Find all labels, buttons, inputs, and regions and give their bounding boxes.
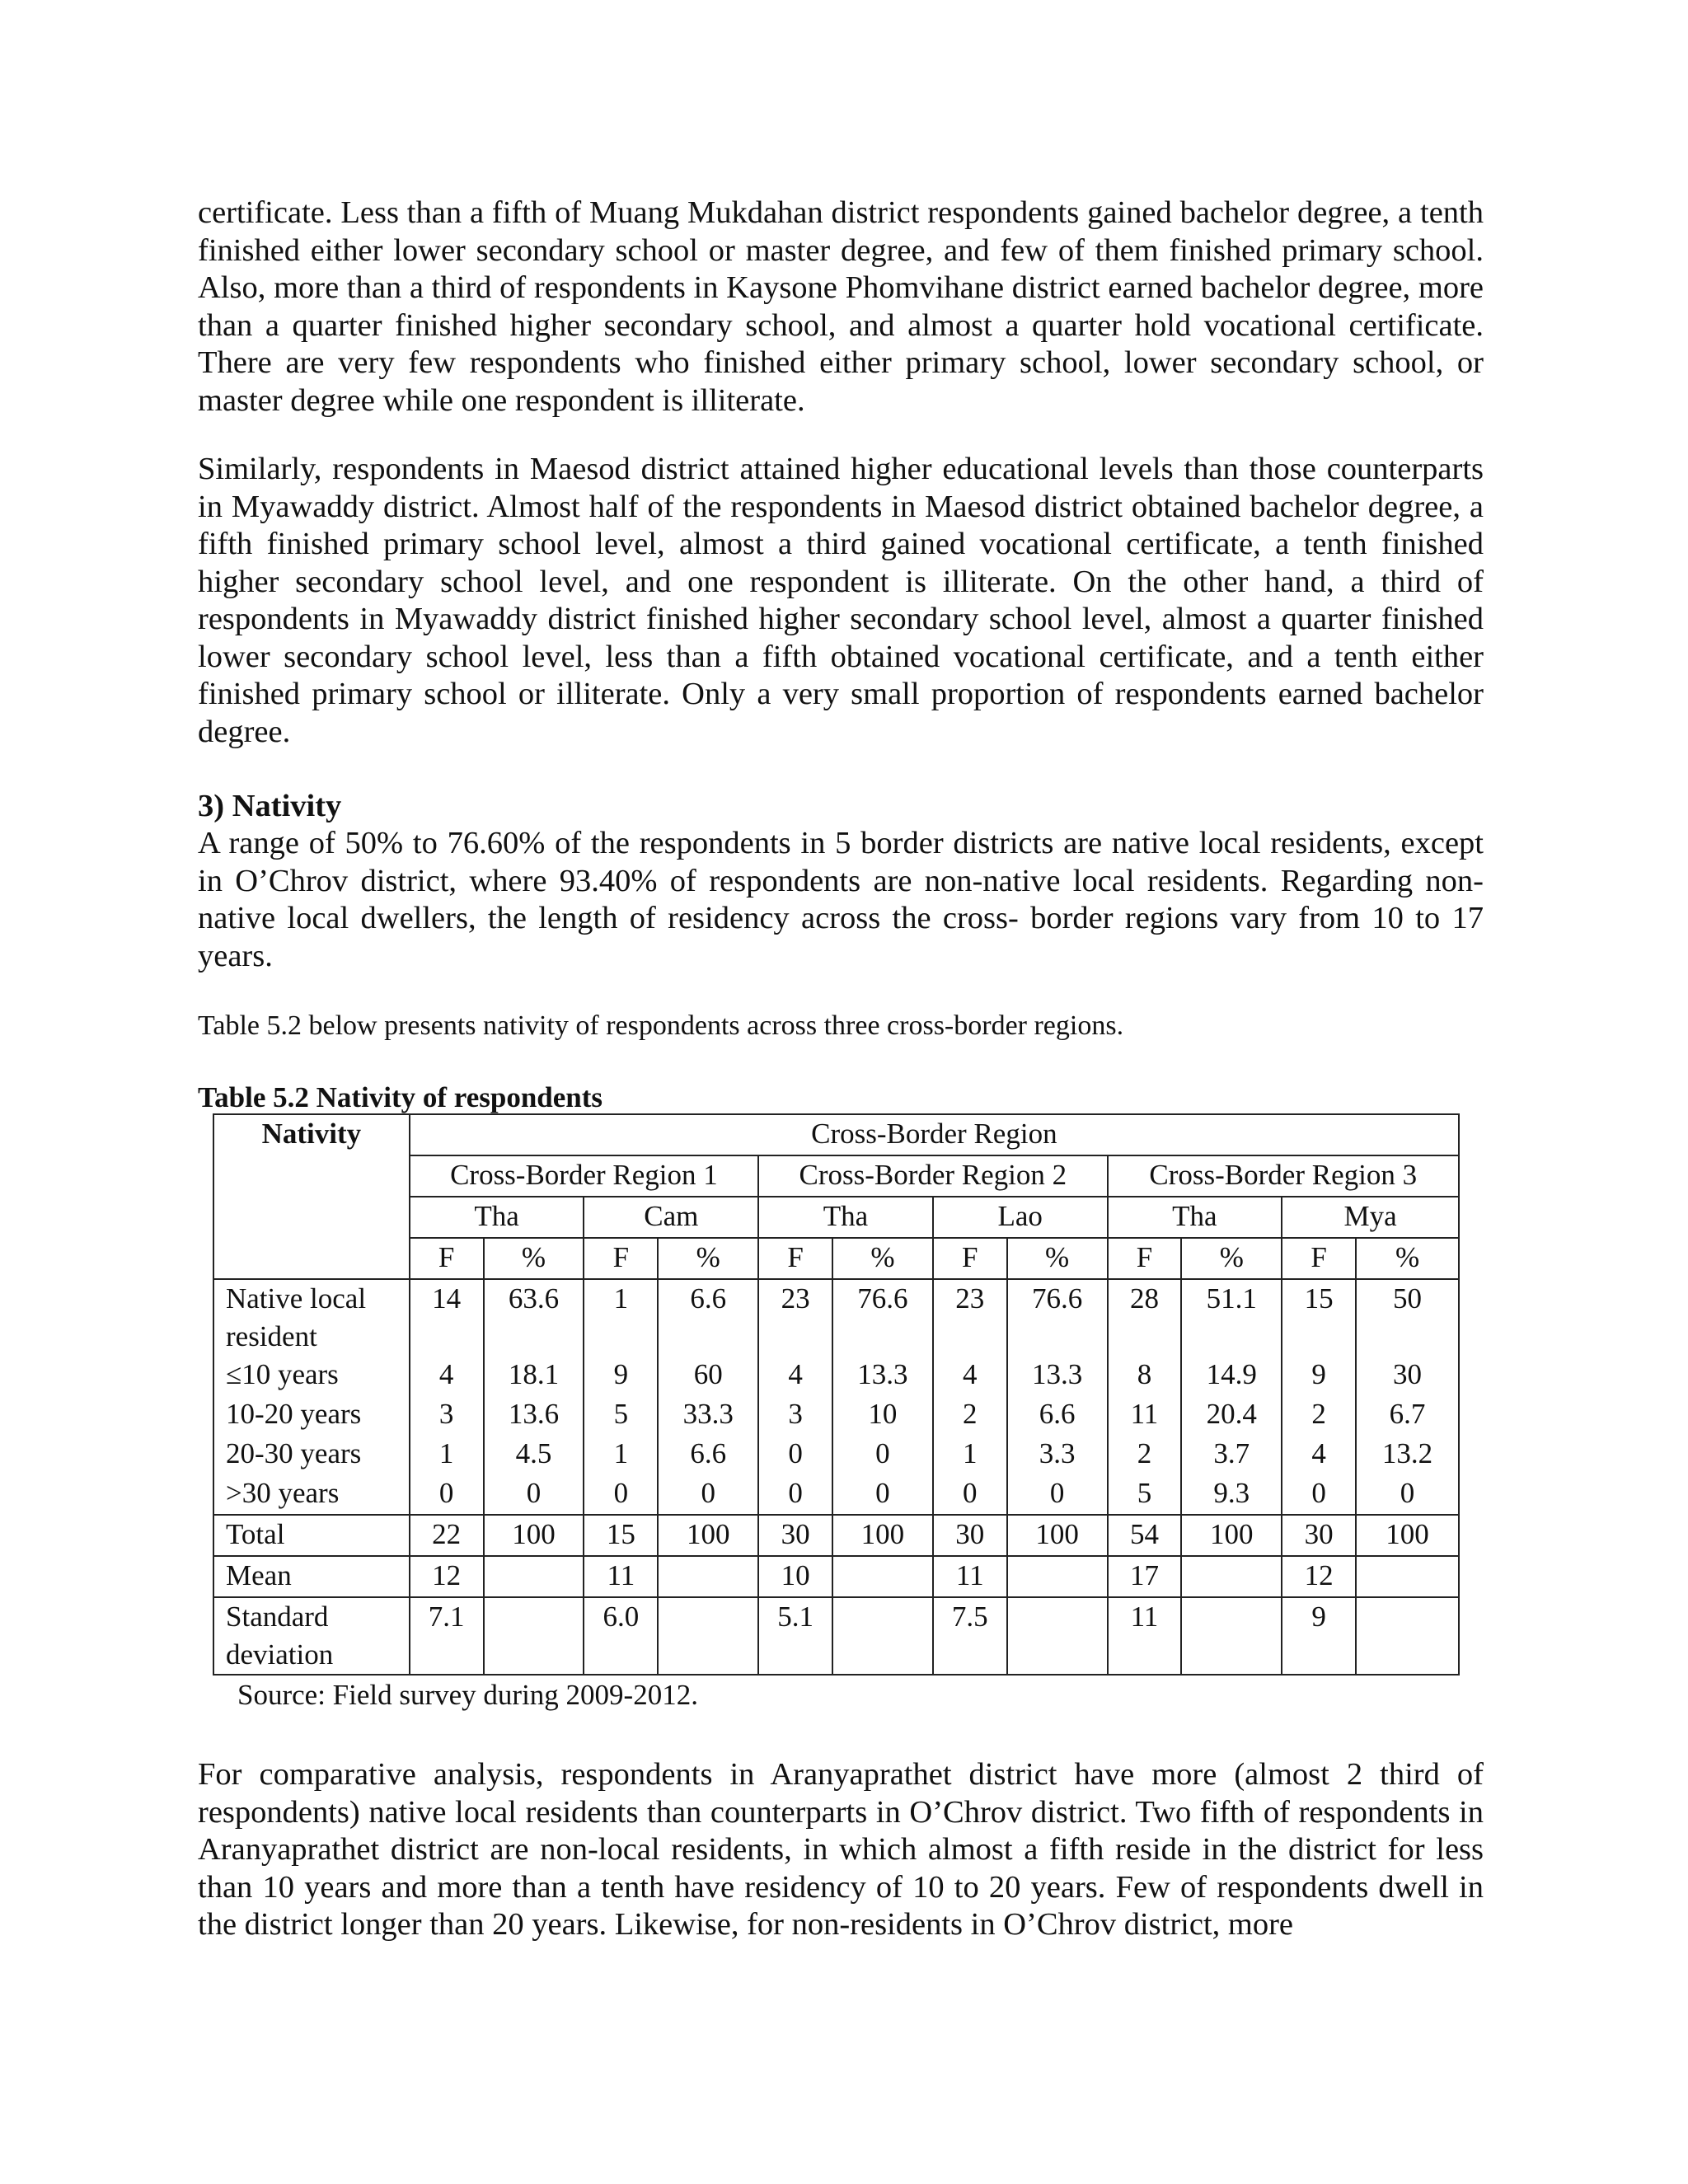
- table-cell: [658, 1556, 758, 1597]
- table-row: [213, 1395, 1459, 1435]
- table-cell: 0: [832, 1435, 933, 1474]
- table-row: [213, 1279, 1459, 1356]
- row-label: Native local resident: [213, 1279, 410, 1356]
- subheader: F: [410, 1238, 484, 1279]
- table-cell: 1: [584, 1435, 658, 1474]
- table-cell: 13.3: [832, 1356, 933, 1395]
- table-cell: 12: [1282, 1556, 1356, 1597]
- table-cell: 6.6: [1007, 1395, 1108, 1435]
- table-cell: 60: [658, 1356, 758, 1395]
- table-cell: [1007, 1597, 1108, 1675]
- country-header: Tha: [410, 1197, 584, 1238]
- region-header: Cross-Border Region 1: [410, 1155, 758, 1197]
- table-cell: 4: [1282, 1435, 1356, 1474]
- row-label: 10-20 years: [213, 1395, 410, 1435]
- country-header: Mya: [1282, 1197, 1459, 1238]
- table-cell: 54: [1108, 1515, 1182, 1556]
- table-corner-header: Nativity: [213, 1114, 410, 1279]
- table-cell: 0: [1356, 1474, 1459, 1515]
- table-cell: 11: [1108, 1395, 1182, 1435]
- table-cell: 30: [1356, 1356, 1459, 1395]
- table-row: [213, 1435, 1459, 1474]
- table-cell: 30: [1282, 1515, 1356, 1556]
- paragraph-education-1: certificate. Less than a fifth of Muang Mukdahan district respondents gained bachelor degree, a tenth finished either lower secondary school or master degree, and few of them finished primary school. Also, more than a third of respondents in Kaysone Phomvihane district earned bachelor degree, more than a quarter finished higher secondary school, and almost a quarter hold vocational certificate. There are very few respondents who finished either primary school, lower secondary school, or master degree while one respondent is illiterate.: [198, 195, 1484, 418]
- country-header: Tha: [1108, 1197, 1282, 1238]
- subheader: %: [832, 1238, 933, 1279]
- table-cell: 9: [1282, 1597, 1356, 1675]
- table-cell: 0: [758, 1474, 832, 1515]
- table-caption: Table 5.2 Nativity of respondents: [198, 1081, 603, 1113]
- table-intro-text: Table 5.2 below presents nativity of respondents across three cross-border regions.: [198, 1010, 1124, 1041]
- subheader: %: [1181, 1238, 1282, 1279]
- table-cell: 51.1: [1181, 1279, 1282, 1356]
- table-cell: 15: [1282, 1279, 1356, 1356]
- subheader: F: [1282, 1238, 1356, 1279]
- table-cell: 20.4: [1181, 1395, 1282, 1435]
- row-label: >30 years: [213, 1474, 410, 1515]
- table-cell: 23: [758, 1279, 832, 1356]
- row-label: ≤10 years: [213, 1356, 410, 1395]
- table-cell: [1356, 1597, 1459, 1675]
- region-header: Cross-Border Region 2: [758, 1155, 1107, 1197]
- table-cell: 18.1: [484, 1356, 584, 1395]
- table-cell: 0: [1007, 1474, 1108, 1515]
- table-cell: 63.6: [484, 1279, 584, 1356]
- table-row: [213, 1597, 1459, 1675]
- table-cell: 6.0: [584, 1597, 658, 1675]
- table-cell: 3.3: [1007, 1435, 1108, 1474]
- table-cell: 100: [484, 1515, 584, 1556]
- table-cell: 6.6: [658, 1279, 758, 1356]
- paragraph-nativity: A range of 50% to 76.60% of the respondents in 5 border districts are native local residents, except in O’Chrov district, where 93.40% of respondents are non-native local residents. Regarding non-native local dwellers, the length of residency across the cross- border regions vary from 10 to 17 years.: [198, 826, 1484, 973]
- table-cell: 14: [410, 1279, 484, 1356]
- table-cell: 76.6: [832, 1279, 933, 1356]
- table-row: [213, 1556, 1459, 1597]
- table-cell: 9: [584, 1356, 658, 1395]
- table-cell: 0: [658, 1474, 758, 1515]
- table-cell: 50: [1356, 1279, 1459, 1356]
- table-cell: 11: [933, 1556, 1007, 1597]
- table-cell: 0: [484, 1474, 584, 1515]
- table-cell: [484, 1556, 584, 1597]
- table-cell: 13.3: [1007, 1356, 1108, 1395]
- table-cell: 33.3: [658, 1395, 758, 1435]
- region-header: Cross-Border Region 3: [1108, 1155, 1459, 1197]
- table-cell: 2: [933, 1395, 1007, 1435]
- table-cell: 5.1: [758, 1597, 832, 1675]
- table-cell: 8: [1108, 1356, 1182, 1395]
- table-cell: 5: [584, 1395, 658, 1435]
- table-cell: 17: [1108, 1556, 1182, 1597]
- table-cell: 28: [1108, 1279, 1182, 1356]
- table-cell: 4.5: [484, 1435, 584, 1474]
- country-header: Lao: [933, 1197, 1108, 1238]
- country-header: Cam: [584, 1197, 758, 1238]
- table-cell: 30: [933, 1515, 1007, 1556]
- table-row: [213, 1515, 1459, 1556]
- section-heading-nativity: 3) Nativity: [198, 789, 342, 823]
- table-cell: 4: [758, 1356, 832, 1395]
- nativity-table: [213, 1113, 1460, 1675]
- table-cell: 12: [410, 1556, 484, 1597]
- document-page: [198, 194, 1484, 1944]
- table-cell: 76.6: [1007, 1279, 1108, 1356]
- table-cell: 22: [410, 1515, 484, 1556]
- table-cell: 2: [1108, 1435, 1182, 1474]
- table-cell: 13.2: [1356, 1435, 1459, 1474]
- table-body: [213, 1279, 1459, 1675]
- row-label: Standard deviation: [213, 1597, 410, 1675]
- table-cell: 1: [410, 1435, 484, 1474]
- table-cell: 0: [584, 1474, 658, 1515]
- table-cell: [832, 1597, 933, 1675]
- table-cell: 7.1: [410, 1597, 484, 1675]
- table-cell: 7.5: [933, 1597, 1007, 1675]
- table-cell: 10: [758, 1556, 832, 1597]
- table-cell: 9.3: [1181, 1474, 1282, 1515]
- paragraph-education-2: Similarly, respondents in Maesod district attained higher educational levels than those counterparts in Myawaddy district. Almost half of the respondents in Maesod district obtained bachelor degree, a fifth finished primary school level, almost a third gained vocational certificate, a tenth finished higher secondary school level, and one respondent is illiterate. On the other hand, a third of respondents in Myawaddy district finished higher secondary school level, almost a quarter finished lower secondary school level, less than a fifth obtained vocational certificate, and a tenth either finished primary school or illiterate. Only a very small proportion of respondents earned bachelor degree.: [198, 452, 1484, 749]
- table-cell: [658, 1597, 758, 1675]
- row-label: Total: [213, 1515, 410, 1556]
- table-cell: 13.6: [484, 1395, 584, 1435]
- subheader: F: [933, 1238, 1007, 1279]
- table-cell: 0: [832, 1474, 933, 1515]
- table-cell: [1181, 1597, 1282, 1675]
- table-cell: 11: [584, 1556, 658, 1597]
- table-cell: [484, 1597, 584, 1675]
- table-cell: 5: [1108, 1474, 1182, 1515]
- table-cell: 9: [1282, 1356, 1356, 1395]
- row-label: Mean: [213, 1556, 410, 1597]
- table-cell: 2: [1282, 1395, 1356, 1435]
- table-cell: 0: [1282, 1474, 1356, 1515]
- table-group-header: Cross-Border Region: [410, 1114, 1459, 1155]
- table-cell: 3: [758, 1395, 832, 1435]
- table-cell: 15: [584, 1515, 658, 1556]
- subheader: F: [758, 1238, 832, 1279]
- table-cell: 100: [658, 1515, 758, 1556]
- table-cell: [832, 1556, 933, 1597]
- table-cell: 4: [933, 1356, 1007, 1395]
- table-cell: 100: [832, 1515, 933, 1556]
- paragraph-comparative-analysis: For comparative analysis, respondents in Aranyaprathet district have more (almost 2 third of respondents) native local residents than counterparts in O’Chrov district. Two fifth of respondents in Aranyaprathet district are non-local residents, in which almost a fifth reside in the district for less than 10 years and more than a tenth have residency of 10 to 20 years. Few of respondents dwell in the district longer than 20 years. Likewise, for non-residents in O’Chrov district, more: [198, 1757, 1484, 1942]
- table-cell: 14.9: [1181, 1356, 1282, 1395]
- table-cell: 10: [832, 1395, 933, 1435]
- table-cell: [1181, 1556, 1282, 1597]
- table-cell: 4: [410, 1356, 484, 1395]
- table-cell: 0: [933, 1474, 1007, 1515]
- row-label: 20-30 years: [213, 1435, 410, 1474]
- table-cell: [1356, 1556, 1459, 1597]
- table-cell: 100: [1356, 1515, 1459, 1556]
- subheader: %: [484, 1238, 584, 1279]
- table-row: [213, 1356, 1459, 1395]
- subheader: F: [584, 1238, 658, 1279]
- country-header: Tha: [758, 1197, 933, 1238]
- subheader: %: [658, 1238, 758, 1279]
- subheader: %: [1007, 1238, 1108, 1279]
- table-cell: 0: [410, 1474, 484, 1515]
- table-cell: 6.7: [1356, 1395, 1459, 1435]
- table-cell: 1: [933, 1435, 1007, 1474]
- table-cell: [1007, 1556, 1108, 1597]
- table-cell: 0: [758, 1435, 832, 1474]
- table-source-note: Source: Field survey during 2009-2012.: [237, 1679, 698, 1711]
- table-cell: 100: [1181, 1515, 1282, 1556]
- table-cell: 11: [1108, 1597, 1182, 1675]
- table-row: [213, 1474, 1459, 1515]
- table-cell: 3: [410, 1395, 484, 1435]
- table-cell: 100: [1007, 1515, 1108, 1556]
- table-cell: 30: [758, 1515, 832, 1556]
- table-cell: 3.7: [1181, 1435, 1282, 1474]
- subheader: F: [1108, 1238, 1182, 1279]
- table-cell: 6.6: [658, 1435, 758, 1474]
- subheader: %: [1356, 1238, 1459, 1279]
- table-cell: 1: [584, 1279, 658, 1356]
- table-cell: 23: [933, 1279, 1007, 1356]
